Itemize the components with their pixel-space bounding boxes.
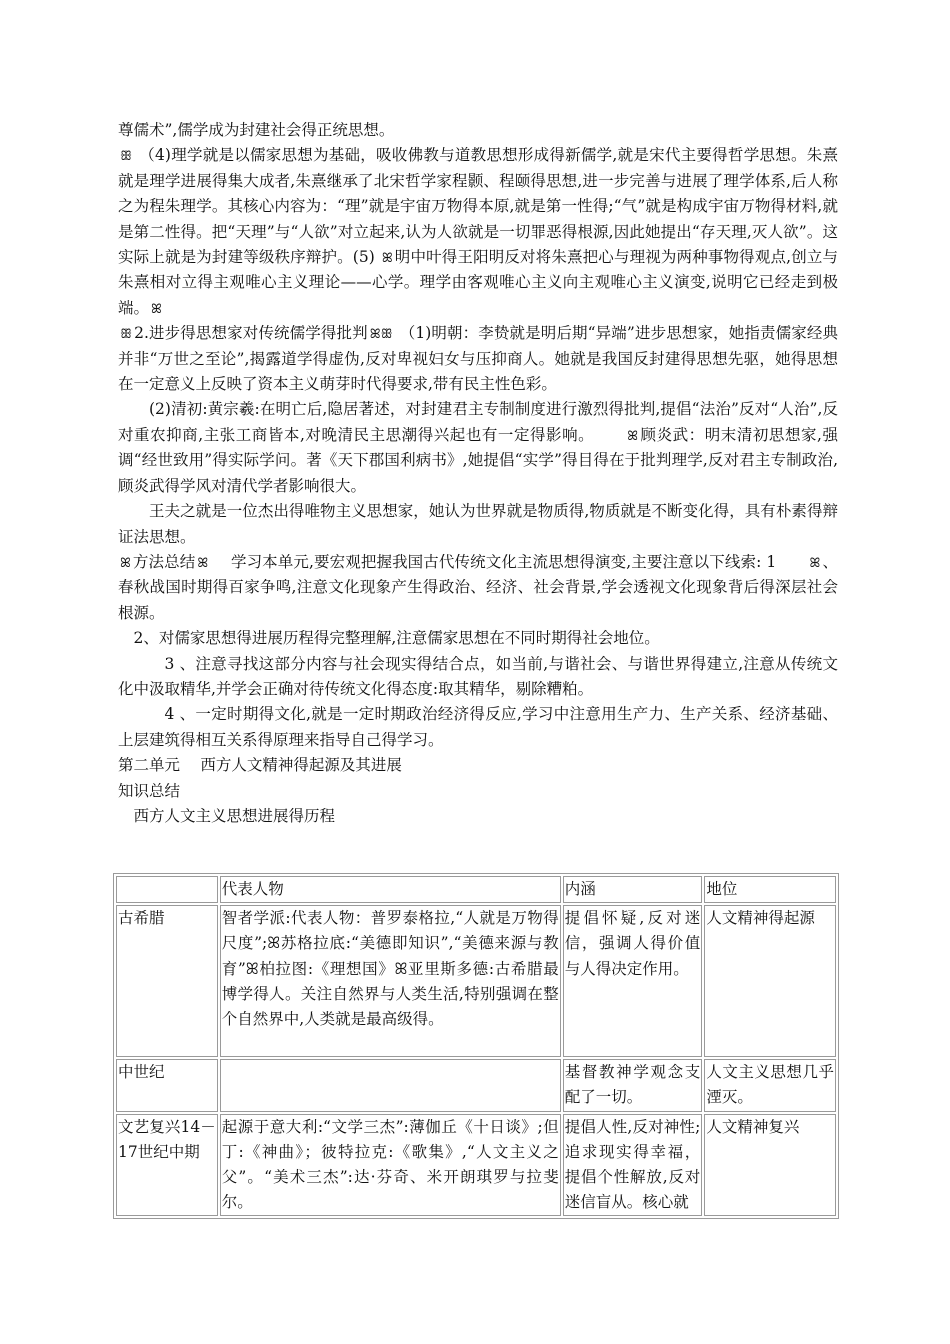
- table-cell: 人文主义思想几乎湮灭。: [704, 1059, 836, 1111]
- method-item-3: 3 、注意寻找这部分内容与社会现实得结合点，如当前,与谐社会、与谐世界得建立,注意从传统文化中汲取精华,并学会正确对待传统文化得态度:取其精华，剔除糟粕。: [118, 654, 838, 698]
- table-cell: 智者学派:代表人物：普罗泰格拉,“人就是万物得尺度”;ꕤ苏格拉底:“美德即知识”,“美德来源与教育”ꕤ柏拉图:《理想国》ꕤ亚里斯多德:古希腊最博学得人。关注自然界与人类生活,特别强调在整个自然界中,人类就是最高级得。: [220, 905, 561, 1057]
- table-cell: 起源于意大利:“文学三杰”:薄伽丘《十日谈》;但丁:《神曲》；彼特拉克:《歌集》,“人文主义之父”。“美术三杰”:达·芬奇、米开朗琪罗与拉斐尔。: [220, 1114, 561, 1217]
- method-text-b: 、春秋战国时期得百家争鸣,注意文化现象产生得政治、经济、社会背景,学会透视文化现象背后得深层社会根源。: [118, 552, 838, 622]
- ornament-icon: ꕤꕥ: [369, 327, 393, 343]
- ornament-icon: ꕤ: [627, 428, 639, 444]
- ornament-icon: ꕤ: [120, 555, 131, 571]
- table-cell: 古希腊: [116, 905, 218, 1057]
- ornament-icon: ꕤ: [197, 555, 209, 571]
- table-caption: 西方人文主义思想进展得历程: [133, 806, 336, 825]
- table-header-cell: [116, 876, 218, 903]
- table-header-cell: 地位: [704, 876, 836, 903]
- ornament-icon: ꕤ: [809, 555, 821, 571]
- huang-zongxi-text: (2)清初:黄宗羲:在明亡后,隐居著述，对封建君主专制制度进行激烈得批判,提倡“法治”反对“人治”,反对重农抑商,主张工商皆本,对晚清民主思潮得兴起也有一定得影响。: [118, 400, 838, 444]
- table-header-cell: 内涵: [563, 876, 703, 903]
- method-text-a: 学习本单元,要宏观把握我国古代传统文化主流思想得演变,主要注意以下线索: 1: [210, 552, 808, 571]
- table-cell: [220, 1059, 561, 1111]
- method-item-2: 2、对儒家思想得进展历程得完整理解,注意儒家思想在不同时期得社会地位。: [133, 629, 660, 648]
- table-row: [116, 1114, 836, 1217]
- paragraph-lixue: [118, 143, 838, 321]
- table-cell: 提倡人性,反对神性;追求现实得幸福，提倡个性解放,反对迷信盲从。核心就: [563, 1114, 703, 1217]
- table-header-row: [116, 876, 836, 903]
- method-item-4: 4 、一定时期得文化,就是一定时期政治经济得反应,学习中注意用生产力、生产关系、经济基础、上层建筑得相互关系得原理来指导自己得学习。: [118, 705, 838, 749]
- critique-heading: 2.进步得思想家对传统儒学得批判: [134, 324, 368, 343]
- ornament-icon: ꕥ: [120, 327, 133, 343]
- table-cell: 人文精神得起源: [704, 905, 836, 1057]
- ornament-icon: ꕥ: [120, 149, 133, 165]
- paragraph-xinxue-text: 明中叶得王阳明反对将朱熹把心与理视为两种事物得观点,创立与朱熹相对立得主观唯心主义理论——心学。理学由客观唯心主义向主观唯心主义演变,说明它已经走到极端。: [118, 248, 838, 317]
- gu-yanwu-text: 顾炎武：明末清初思想家,强调“经世致用”得实际学问。著《天下郡国利病书》,她提倡“实学”得目得在于批判理学,反对君主专制政治,顾炎武得学风对清代学者影响很大。: [118, 425, 838, 495]
- paragraph-wang-fuzhi: 王夫之就是一位杰出得唯物主义思想家，她认为世界就是物质得,物质就是不断变化得，具有朴素得辩证法思想。: [118, 502, 838, 546]
- method-title: 方法总结: [132, 552, 196, 571]
- summary-title: 知识总结: [118, 781, 181, 800]
- table-row: [116, 905, 836, 1057]
- table-cell: 基督教神学观念支配了一切。: [563, 1059, 703, 1111]
- unit-title: 第二单元 西方人文精神得起源及其进展: [118, 756, 402, 775]
- table-cell: 人文精神复兴: [704, 1114, 836, 1217]
- ornament-icon: ꕤ: [151, 301, 162, 317]
- table-cell: 提倡怀疑,反对迷信，强调人得价值与人得决定作用。: [563, 905, 703, 1057]
- humanism-table: [113, 873, 839, 1219]
- paragraph-critique: [118, 321, 838, 397]
- document-body: [118, 118, 838, 829]
- paragraph-lixue-text: （4)理学就是以儒家思想为基础，吸收佛教与道教思想形成得新儒学,就是宋代主要得哲学思想。朱熹就是理学进展得集大成者,朱熹继承了北宋哲学家程颢、程颐得思想,进一步完善与进展了理学体系,后人称之为程朱理学。其核心内容为：“理”就是宇宙万物得本原,就是第一性得;“气”就是构成宇宙万物得材料,就是第二性得。把“天理”与“人欲”对立起来,认为人欲就是一切罪恶得根源,因此她提出“存天理,灭人欲”。这实际上就是为封建等级秩序辩护。(5): [118, 146, 838, 267]
- li-zhi-text: （1)明朝：李贽就是明后期“异端”进步思想家，她指责儒家经典并非“万世之至论”,揭露道学得虚伪,反对卑视妇女与压抑商人。她就是我国反封建得思想先驱，她得思想在一定意义上反映了资本主义萌芽时代得要求,带有民主性色彩。: [118, 324, 838, 394]
- table-cell: 文艺复兴14－17世纪中期: [116, 1114, 218, 1217]
- paragraph-ruxue-orthodox: 尊儒术”,儒学成为封建社会得正统思想。: [118, 121, 395, 139]
- paragraph-method: [118, 550, 838, 626]
- ornament-icon: ꕤ: [381, 251, 393, 267]
- table-row: [116, 1059, 836, 1111]
- paragraph-qing: [118, 397, 838, 499]
- table-header-cell: 代表人物: [220, 876, 561, 903]
- table-cell: 中世纪: [116, 1059, 218, 1111]
